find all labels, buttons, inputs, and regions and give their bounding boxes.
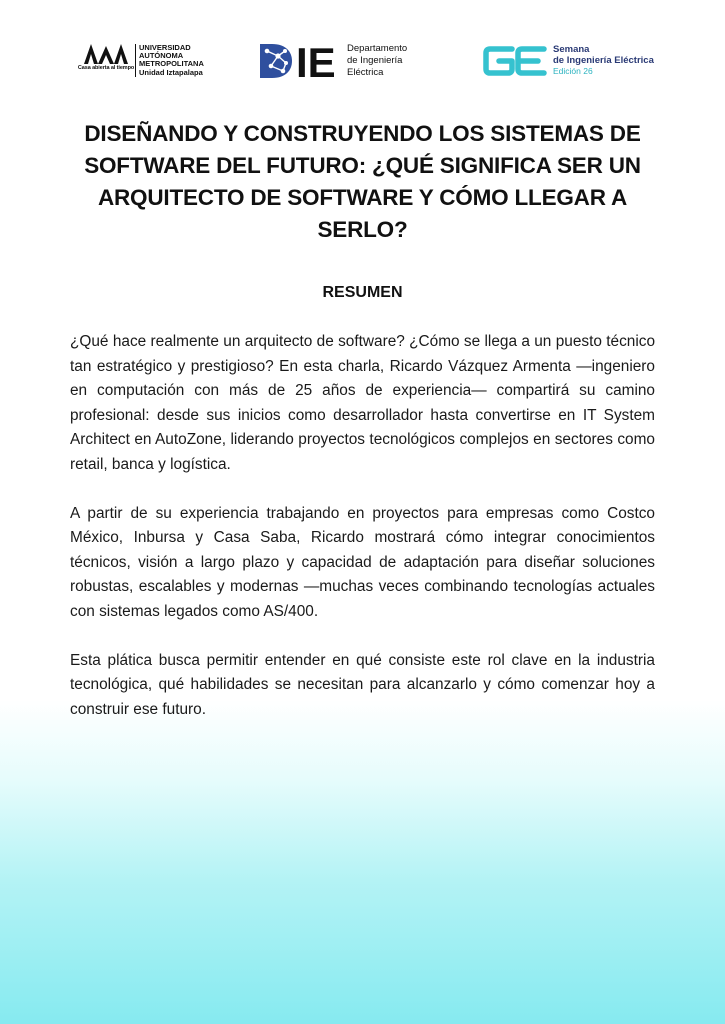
sie-name <box>553 44 654 77</box>
uam-name <box>135 44 204 77</box>
die-logo <box>258 42 407 80</box>
uam-name-line: AUTÓNOMA <box>139 51 184 61</box>
sie-logo <box>482 44 654 77</box>
die-name-line: de Ingeniería <box>347 55 403 66</box>
sie-emblem-icon <box>482 45 548 77</box>
uam-motto: Casa abierta al tiempo <box>77 65 135 71</box>
die-name-line: Departamento <box>347 43 408 54</box>
uam-emblem-icon <box>84 44 128 64</box>
sie-edition: Edición 26 <box>553 66 593 76</box>
document-title: DISEÑANDO Y CONSTRUYENDO LOS SISTEMAS DE SOFTWARE DEL FUTURO: ¿QUÉ SIGNIFICA SER UN ARQUITECTO DE SOFTWARE Y CÓMO LLEGAR A SERLO? <box>84 121 641 242</box>
abstract-body <box>70 330 655 747</box>
paragraph: A partir de su experiencia trabajando en proyectos para empresas como Costco México, Inbursa y Casa Saba, Ricardo mostrará cómo integrar conocimientos técnicos, visión a largo plazo y capacidad de adaptación para diseñar soluciones robustas, escalables y modernas —muchas veces combinando tecnologías actuales con sistemas legados como AS/400. <box>70 504 655 620</box>
uam-logo <box>77 43 204 77</box>
section-heading: RESUMEN <box>322 284 403 301</box>
die-emblem-icon <box>258 42 342 80</box>
uam-name-line: METROPOLITANA <box>139 59 204 69</box>
die-name <box>347 43 407 79</box>
paragraph: ¿Qué hace realmente un arquitecto de software? ¿Cómo se llega a un puesto técnico tan estratégico y prestigioso? En esta charla, Ricardo Vázquez Armenta —ingeniero en computación con más de 25 años de experiencia— compartirá su camino profesional: desde sus inicios como desarrollador hasta convertirse en IT System Architect en AutoZone, liderando proyectos tecnológicos complejos en sectores como retail, banca y logística. <box>70 333 655 473</box>
sie-name-line: Semana <box>553 44 590 55</box>
paragraph: Esta plática busca permitir entender en qué consiste este rol clave en la industria tecnológica, qué habilidades se necesitan para alcanzarlo y cómo comenzar hoy a construir ese futuro. <box>70 651 655 718</box>
uam-name-line: Unidad Iztapalapa <box>139 67 203 77</box>
sie-name-line: de Ingeniería Eléctrica <box>553 55 654 66</box>
uam-emblem <box>77 44 135 71</box>
logo-header <box>0 40 725 90</box>
die-name-line: Eléctrica <box>347 67 384 78</box>
die-letters: IE <box>296 42 336 80</box>
uam-name-line: UNIVERSIDAD <box>139 43 191 52</box>
